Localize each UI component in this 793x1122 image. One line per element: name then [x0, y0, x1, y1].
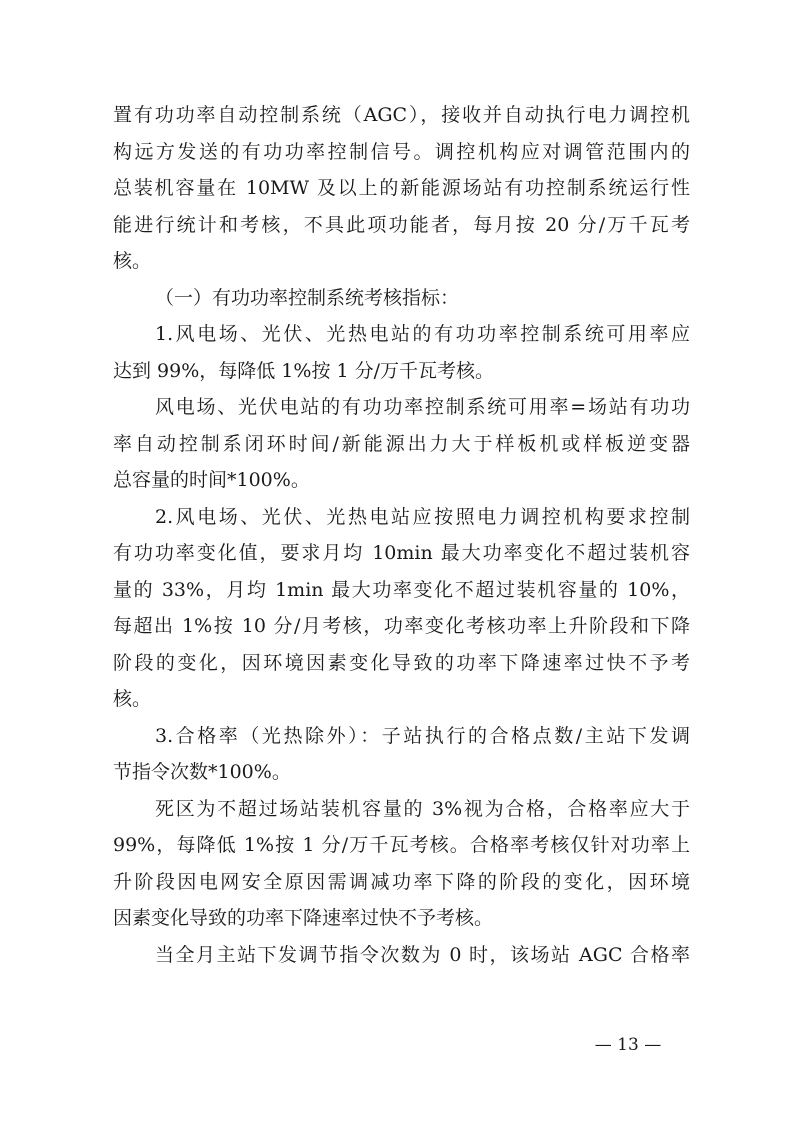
- text-line: 能进行统计和考核，不具此项功能者，每月按 20 分/万千瓦考: [113, 213, 690, 236]
- text-line: 风电场、光伏电站的有功功率控制系统可用率=场站有功功: [155, 396, 690, 418]
- text-line: 达到 99%，每降低 1%按 1 分/万千瓦考核。: [113, 359, 495, 382]
- text-line: 3.合格率（光热除外）：子站执行的合格点数/主站下发调: [155, 724, 690, 747]
- text-line: 有功功率变化值，要求月均 10min 最大功率变化不超过装机容: [113, 542, 690, 564]
- text-line: 99%，每降低 1%按 1 分/万千瓦考核。合格率考核仅针对功率上: [113, 834, 690, 856]
- text-line: 1.风电场、光伏、光热电站的有功功率控制系统可用率应: [155, 323, 690, 345]
- text-line: 量的 33%，月均 1min 最大功率变化不超过装机容量的 10%，: [113, 578, 690, 601]
- text-line: 升阶段因电网安全原因需调减功率下降的阶段的变化，因环境: [113, 870, 690, 893]
- text-line: 每超出 1%按 10 分/月考核，功率变化考核功率上升阶段和下降: [113, 615, 690, 637]
- text-line: 核。: [113, 250, 152, 272]
- text-line: 因素变化导致的功率下降速率过快不予考核。: [113, 907, 494, 929]
- text-line: 死区为不超过场站装机容量的 3%视为合格，合格率应大于: [155, 797, 690, 820]
- body-text: [113, 97, 690, 973]
- text-line: （一）有功功率控制系统考核指标：: [155, 286, 460, 309]
- text-line: 节指令次数*100%。: [113, 761, 291, 783]
- text-line: 构远方发送的有功功率控制信号。调控机构应对调管范围内的: [113, 140, 690, 163]
- text-line: 阶段的变化，因环境因素变化导致的功率下降速率过快不予考: [113, 651, 690, 674]
- text-line: 核。: [113, 688, 152, 710]
- text-line: 2.风电场、光伏、光热电站应按照电力调控机构要求控制: [155, 505, 690, 528]
- page-number: — 13 —: [594, 1035, 662, 1055]
- text-line: 当全月主站下发调节指令次数为 0 时，该场站 AGC 合格率: [155, 943, 690, 966]
- text-line: 置有功功率自动控制系统（AGC），接收并自动执行电力调控机: [113, 104, 690, 126]
- text-line: 率自动控制系闭环时间/新能源出力大于样板机或样板逆变器: [113, 432, 690, 455]
- text-line: 总装机容量在 10MW 及以上的新能源场站有功控制系统运行性: [113, 177, 690, 199]
- text-line: 总容量的时间*100%。: [113, 469, 310, 491]
